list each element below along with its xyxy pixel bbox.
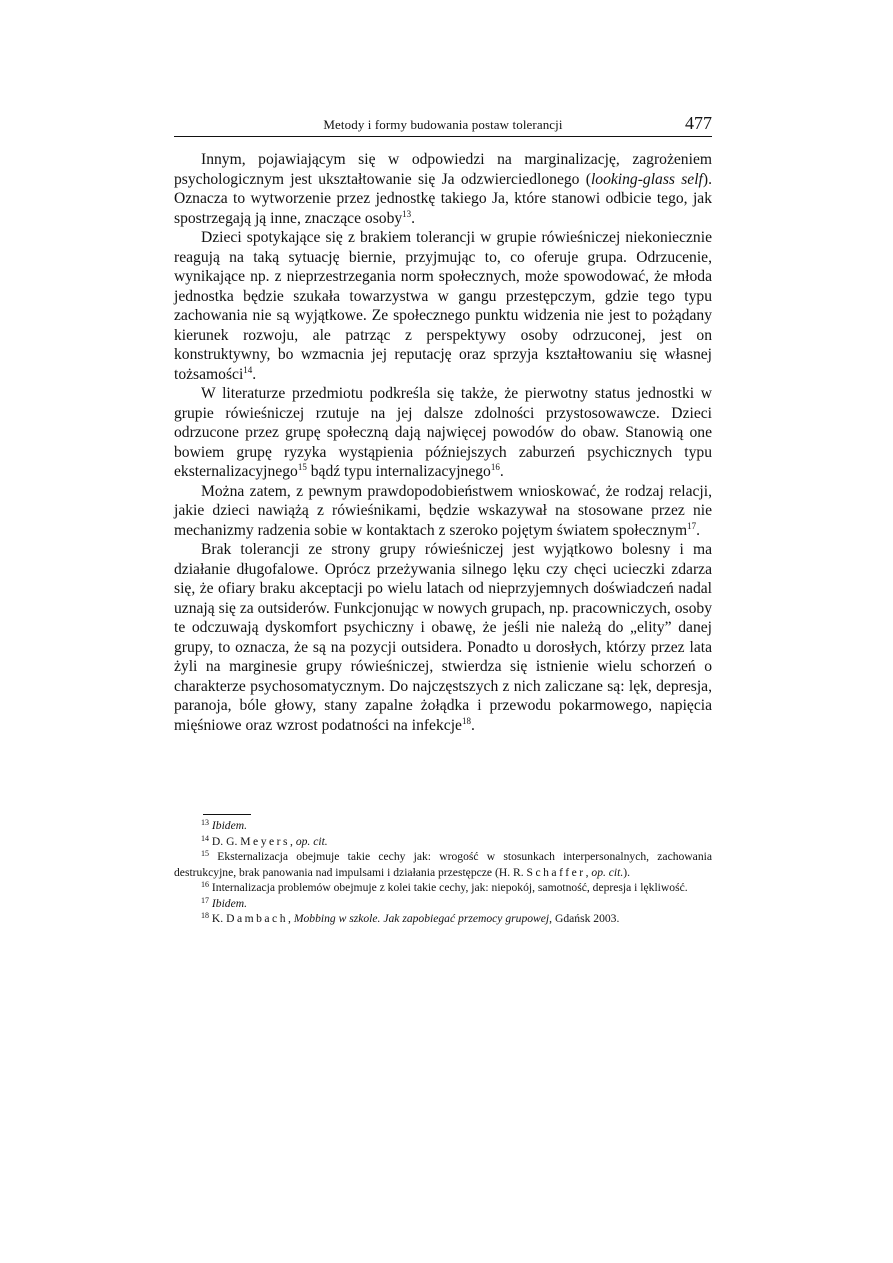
footnote-number: 14: [201, 833, 209, 843]
text-run: .: [411, 209, 416, 227]
author-initials: K.: [211, 912, 227, 925]
text-run: Innym, pojawiającym się w odpowiedzi na marginalizację, zagrożeniem psychologicznym jest ukształtowanie się Ja odzwierciedlonego (: [174, 151, 712, 188]
text-run: ).: [623, 865, 631, 879]
text-run: W literaturze przedmiotu podkreśla się także, że pierwotny status jednostki w grupie rówieśniczej rzutuje na jej dalsze zdolności przystosowawcze. Dzieci odrzucone przez grupę społeczną dają najwięcej powodów do obaw. Stanowią one bowiem grupę ryzyka wystąpienia późniejszych zaburzeń psychicznych typu eksternalizacyjnego: [174, 385, 712, 480]
text-run: ,: [288, 912, 294, 925]
footnote-number: 18: [201, 911, 209, 920]
text-run: ,: [585, 865, 592, 879]
author-initials: D. G.: [211, 834, 241, 848]
running-title: Metody i formy budowania postaw tolerancji: [323, 117, 563, 132]
footnote-15: [174, 849, 712, 880]
footnote-number: 16: [201, 880, 209, 889]
text-run: Brak tolerancji ze strony grupy rówieśniczej jest wyjątkowo bolesny i ma działanie długofalowe. Oprócz przeżywania silnego lęku czy chęci ucieczki zdarza się, że ofiary braku akceptacji po wielu latach od nieprzyjemnych doświadczeń nadal uznają się za outsiderów. Funkcjonując w nowych grupach, np. pracowniczych, osoby te odczuwają dyskomfort psychiczny i obawę, że jeśli nie należą do „elity” danej grupy, to oznacza, że są na pozycji outsidera. Ponadto u dorosłych, którzy przez lata żyli na marginesie grupy rówieśniczej, stwierdza się istnienie wielu schorzeń o charakterze psychosomatycznym. Do najczęstszych z nich zaliczane są: lęk, depresja, paranoja, bóle głowy, stany zapalne żołądka i przewodu pokarmowego, napięcia mięśniowe oraz wzrost podatności na infekcje: [174, 541, 712, 734]
text-run: .: [470, 716, 475, 734]
text-run: .: [499, 463, 504, 480]
footnote-ref: 14: [243, 364, 253, 375]
text-run: .: [252, 365, 257, 383]
italic-text: op. cit.: [591, 865, 624, 879]
italic-text: Ibidem.: [211, 819, 247, 832]
footnotes: [174, 818, 712, 927]
text-run: ). Oznacza to wytworzenie przez jednostkę takiego Ja, które stanowi odbicie tego, jak spostrzegają ją inne, znaczące osoby: [174, 170, 712, 227]
italic-text: Mobbing w szkole. Jak zapobiegać przemocy grupowej: [293, 912, 550, 925]
text-run: Można zatem, z pewnym prawdopodobieństwem wnioskować, że rodzaj relacji, jakie dzieci nawiążą z rówieśnikami, będzie wskazywał na stosowane przez nie mechanizmy radzenia sobie w kontaktach z szeroko pojętym światem społecznym: [174, 482, 712, 539]
italic-term: looking-glass self: [590, 170, 703, 188]
paragraph-2: [174, 228, 712, 384]
footnote-number: 13: [201, 818, 209, 827]
italic-text: op. cit.: [295, 834, 328, 848]
author-surname: Meyers: [240, 834, 291, 848]
author-surname: Dambach: [226, 912, 289, 925]
text-run: ,: [290, 834, 296, 848]
page-number: 477: [685, 113, 712, 133]
running-header: [174, 113, 712, 137]
paragraph-4: [174, 482, 712, 541]
footnote-13: [174, 818, 712, 834]
paragraph-1: [174, 150, 712, 228]
footnote-ref: 15: [297, 462, 307, 472]
footnote-number: 15: [201, 849, 209, 858]
author-surname: Schaffer: [526, 865, 586, 879]
footnote-number: 17: [201, 895, 209, 905]
italic-text: Ibidem.: [211, 896, 247, 910]
footnote-18: [174, 911, 712, 927]
footnote-14: [174, 834, 712, 850]
footnote-ref: 13: [402, 208, 412, 219]
text-run: Dzieci spotykające się z brakiem tolerancji w grupie rówieśniczej niekoniecznie reagują na taką sytuację biernie, przyjmując to, co oferuje grupa. Odrzucenie, wynikające np. z nieprzestrzegania norm społecznych, może spowodować, że młoda jednostka będzie szukała towarzystwa w gangu przestępczym, gdzie tego typu zachowania nie są wyjątkowe. Ze społecznego punktu widzenia nie jest to pożądany kierunek rozwoju, ale patrząc z perspektywy osoby odrzuconej, jest on konstruktywny, bo wzmacnia jej reputację oraz sprzyja kształtowaniu się własnej tożsamości: [174, 229, 712, 383]
text-run: Internalizacja problemów obejmuje z kolei takie cechy, jak: niepokój, samotność, depresja i lękliwość.: [211, 881, 688, 894]
text-run: , Gdańsk 2003.: [549, 912, 620, 925]
footnote-ref: 16: [490, 462, 500, 472]
footnote-divider: [203, 814, 251, 815]
text-run: bądź typu internalizacyjnego: [306, 463, 491, 480]
text-run: .: [696, 521, 701, 539]
paragraph-3: [174, 384, 712, 482]
text-run: Eksternalizacja obejmuje takie cechy jak: wrogość w stosunkach interpersonalnych, zachowania destrukcyjne, brak panowania nad impulsami i działania przestępcze (H. R.: [174, 850, 712, 879]
footnote-ref: 18: [461, 715, 471, 726]
footnote-17: [174, 896, 712, 912]
main-text: [174, 150, 712, 735]
footnote-ref: 17: [687, 520, 697, 531]
paragraph-5: [174, 540, 712, 735]
footnote-16: [174, 880, 712, 896]
